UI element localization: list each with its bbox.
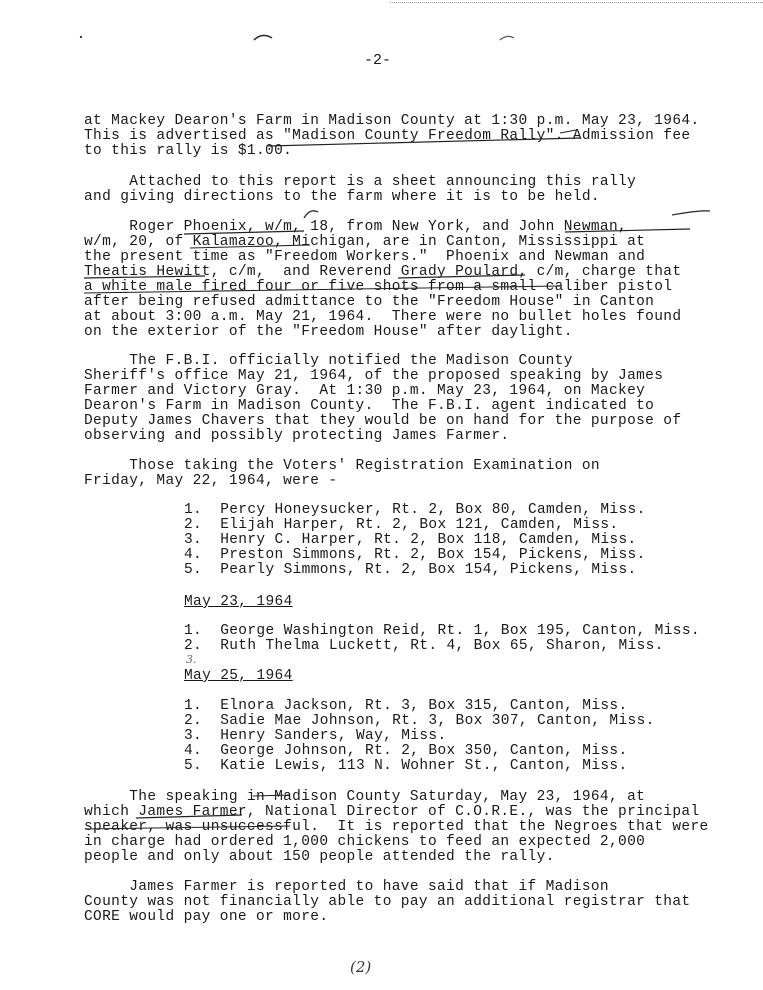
para2-line-1: Attached to this report is a sheet announcing this rally — [84, 174, 637, 190]
list-item: 2. Elijah Harper, Rt. 2, Box 121, Camden, Miss. — [184, 517, 619, 533]
para3-line-1: Roger Phoenix, w/m, 18, from New York, and John Newman, — [84, 219, 628, 235]
para5-line-2: Friday, May 22, 1964, were - — [84, 473, 338, 489]
list-item: 5. Katie Lewis, 113 N. Wohner St., Canton, Miss. — [184, 758, 628, 774]
handwritten-number: 3. — [186, 653, 197, 666]
list-item: 4. Preston Simmons, Rt. 2, Box 154, Pickens, Miss. — [184, 547, 646, 563]
para4-line-4: Dearon's Farm in Madison County. The F.B.I. agent indicated to — [84, 398, 655, 414]
list-item: 1. Elnora Jackson, Rt. 3, Box 315, Canton, Miss. — [184, 698, 628, 714]
para6-line-5: people and only about 150 people attended the rally. — [84, 849, 555, 865]
para6-line-1: The speaking in Madison County Saturday, May 23, 1964, at — [84, 789, 646, 805]
list-item: 1. Percy Honeysucker, Rt. 2, Box 80, Camden, Miss. — [184, 502, 646, 518]
para4-line-5: Deputy James Chavers that they would be on hand for the purpose of — [84, 413, 682, 429]
para3-line-6: after being refused admittance to the "Freedom House" in Canton — [84, 294, 655, 310]
list-item: 2. Ruth Thelma Luckett, Rt. 4, Box 65, Sharon, Miss. — [184, 638, 664, 654]
para3-line-7: at about 3:00 a.m. May 21, 1964. There were no bullet holes found — [84, 309, 682, 325]
para5-line-1: Those taking the Voters' Registration Examination on — [84, 458, 600, 474]
para3-line-3: the present time as "Freedom Workers." Phoenix and Newman and — [84, 249, 646, 265]
para4-line-3: Farmer and Victory Gray. At 1:30 p.m. May 23, 1964, on Mackey — [84, 383, 646, 399]
para7-line-1: James Farmer is reported to have said that if Madison — [84, 879, 609, 895]
para6-line-2: which James Farmer, National Director of C.O.R.E., was the principal — [84, 804, 700, 820]
para1-line-1: at Mackey Dearon's Farm in Madison County at 1:30 p.m. May 23, 1964. — [84, 113, 700, 129]
para7-line-2: County was not financially able to pay an additional registrar that — [84, 894, 691, 910]
para4-line-1: The F.B.I. officially notified the Madison County — [84, 353, 573, 369]
para4-line-6: observing and possibly protecting James Farmer. — [84, 428, 510, 444]
para4-line-2: Sheriff's office May 21, 1964, of the proposed speaking by James — [84, 368, 664, 384]
para7-line-3: CORE would pay one or more. — [84, 909, 329, 925]
para3-line-2: w/m, 20, of Kalamazoo, Michigan, are in Canton, Mississippi at — [84, 234, 646, 250]
para3-line-4: Theatis Hewitt, c/m, and Reverend Grady Poulard, c/m, charge that — [84, 264, 682, 280]
para6-line-4: in charge had ordered 1,000 chickens to feed an expected 2,000 — [84, 834, 646, 850]
list-item: 3. Henry C. Harper, Rt. 2, Box 118, Camden, Miss. — [184, 532, 637, 548]
date-heading-may-25: May 25, 1964 — [184, 668, 293, 684]
list-item: 1. George Washington Reid, Rt. 1, Box 195, Canton, Miss. — [184, 623, 700, 639]
list-item: 2. Sadie Mae Johnson, Rt. 3, Box 307, Canton, Miss. — [184, 713, 655, 729]
handwritten-page-number: (2) — [350, 958, 372, 976]
date-heading-may-23: May 23, 1964 — [184, 594, 293, 610]
page-number: -2- — [364, 52, 392, 69]
para3-line-5: a white male fired four or five shots from a small caliber pistol — [84, 279, 673, 295]
para3-line-8: on the exterior of the "Freedom House" after daylight. — [84, 324, 573, 340]
list-item: 4. George Johnson, Rt. 2, Box 350, Canton, Miss. — [184, 743, 628, 759]
para1-line-2: This is advertised as "Madison County Freedom Rally". Admission fee — [84, 128, 691, 144]
para1-line-3: to this rally is $1.00. — [84, 143, 293, 159]
para6-line-3: speaker, was unsuccessful. It is reported that the Negroes that were — [84, 819, 709, 835]
para2-line-2: and giving directions to the farm where it is to be held. — [84, 189, 600, 205]
list-item: 3. Henry Sanders, Way, Miss. — [184, 728, 447, 744]
list-item: 5. Pearly Simmons, Rt. 2, Box 154, Pickens, Miss. — [184, 562, 637, 578]
